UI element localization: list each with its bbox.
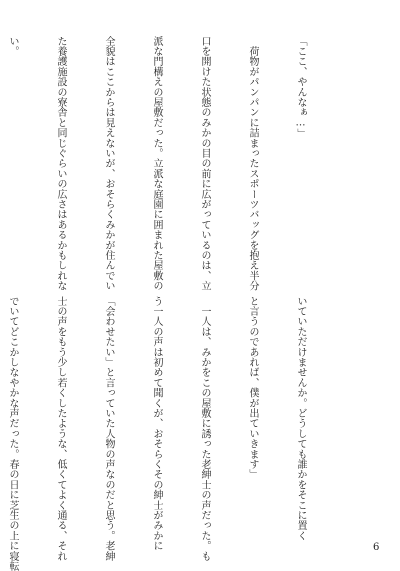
text-line: 一人は、みかをこの屋敷に誘った老紳士の声だった。も	[199, 296, 210, 562]
text-line: う一人の声は初めて聞くが、おそらくその紳士がみかに	[151, 296, 162, 551]
lower-text-block	[7, 296, 340, 571]
text-line: い。	[7, 36, 18, 57]
page-number: 6	[373, 542, 380, 553]
upper-text-block	[7, 36, 340, 291]
text-line: た養護施設の寮舎と同じぐらいの広さはあるかもしれな	[55, 36, 66, 291]
text-line: 士の声をもう少し若くしたような、低くてよく通る、それ	[55, 296, 66, 562]
text-line: 全貌はここからは見えないが、おそらくみかが住んでい	[103, 36, 114, 291]
text-line: 「ここ、やんなぁ…」	[295, 36, 306, 139]
text-line: いていただけませんか。どうしても誰かをそこに置く	[295, 296, 306, 541]
text-line: 荷物がパンパンに詰まったスポーツバッグを抱え半分	[247, 36, 258, 291]
text-line: でいてどこかしなやかな声だった。春の日に芝生の上に寝転	[7, 296, 18, 571]
text-line: 口を開けた状態のみかの目の前に広がっているのは、立	[199, 36, 210, 291]
text-line: と言うのであれば、僕が出ていきます」	[247, 296, 258, 480]
text-line: 「会わせたい」と言っていた人物の声なのだと思う。老紳	[103, 296, 114, 562]
text-line: 派な門構えの屋敷だった。立派な庭園に囲まれた屋敷の	[151, 36, 162, 291]
